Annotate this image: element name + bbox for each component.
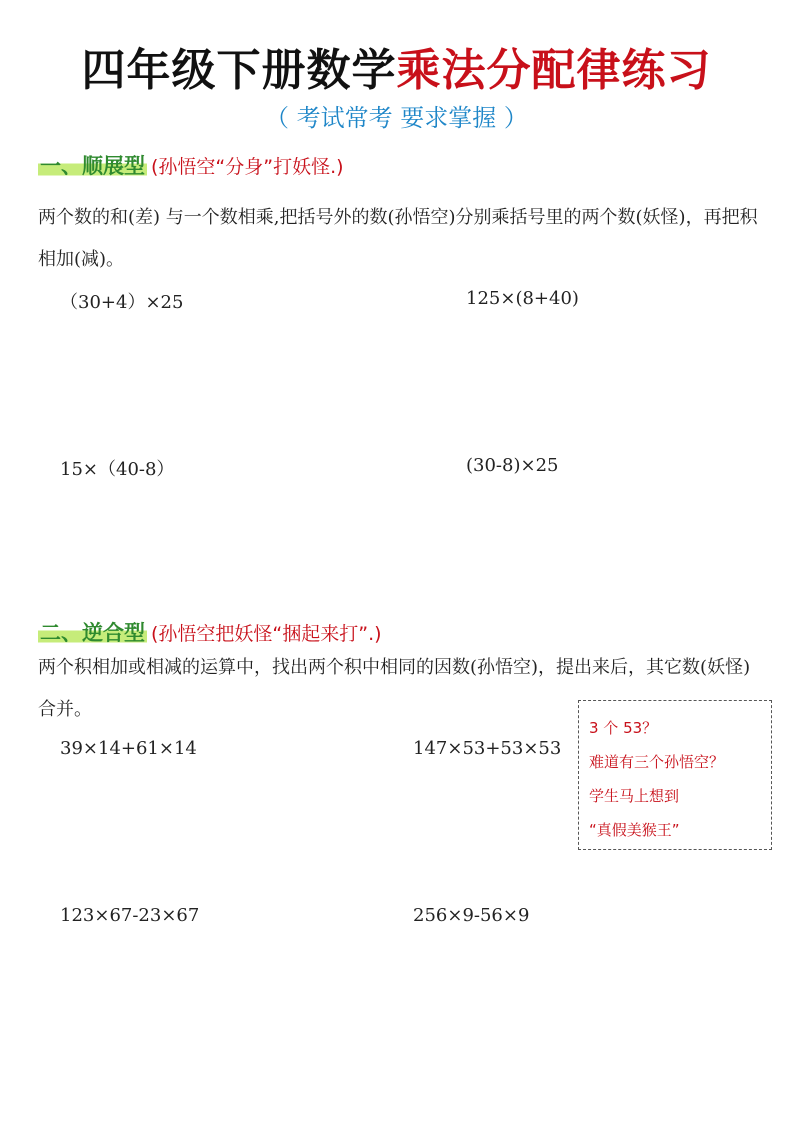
problem-1-2: 125×(8+40): [466, 288, 579, 309]
section2-heading: 二、逆合型: [40, 621, 145, 645]
section1-heading: 一、顺展型: [40, 154, 145, 178]
problem-1-1: （30+4）×25: [60, 292, 184, 313]
callout-line: 难道有三个孙悟空？: [589, 753, 725, 771]
callout-line: 学生马上想到: [589, 787, 680, 805]
problem-2-2: 147×53+53×53: [413, 738, 562, 759]
section1-header: [38, 150, 344, 180]
problem-1-3: 15×（40-8）: [60, 459, 175, 480]
section2-description: 两个积相加或相减的运算中，找出两个积中相同的因数(孙悟空)，提出来后，其它数(妖怪) 合并。: [38, 657, 751, 720]
problem-2-4: 256×9-56×9: [413, 905, 530, 926]
problem-2-3: 123×67-23×67: [60, 905, 200, 926]
callout-line: “真假美猴王”: [589, 821, 680, 839]
callout-line: 3 个 53？: [589, 719, 658, 737]
page-subtitle: （ 考试常考 要求掌握 ）: [265, 104, 528, 132]
teacher-note-callout: [578, 700, 772, 850]
section2-header: [38, 617, 382, 647]
problem-1-4: (30-8)×25: [466, 455, 559, 476]
title-part-grade: 四年级下册数学: [81, 45, 397, 96]
section1-description: 两个数的和(差) 与一个数相乘,把括号外的数(孙悟空)分别乘括号里的两个数(妖怪)，再把积相加(减)。: [38, 207, 758, 270]
section2-note: (孙悟空把妖怪“捆起来打”.): [151, 623, 382, 645]
section1-note: (孙悟空“分身”打妖怪.): [151, 156, 344, 178]
page-title: [0, 34, 793, 98]
problem-2-1: 39×14+61×14: [60, 738, 197, 759]
title-part-topic: 乘法分配律练习: [396, 45, 712, 96]
